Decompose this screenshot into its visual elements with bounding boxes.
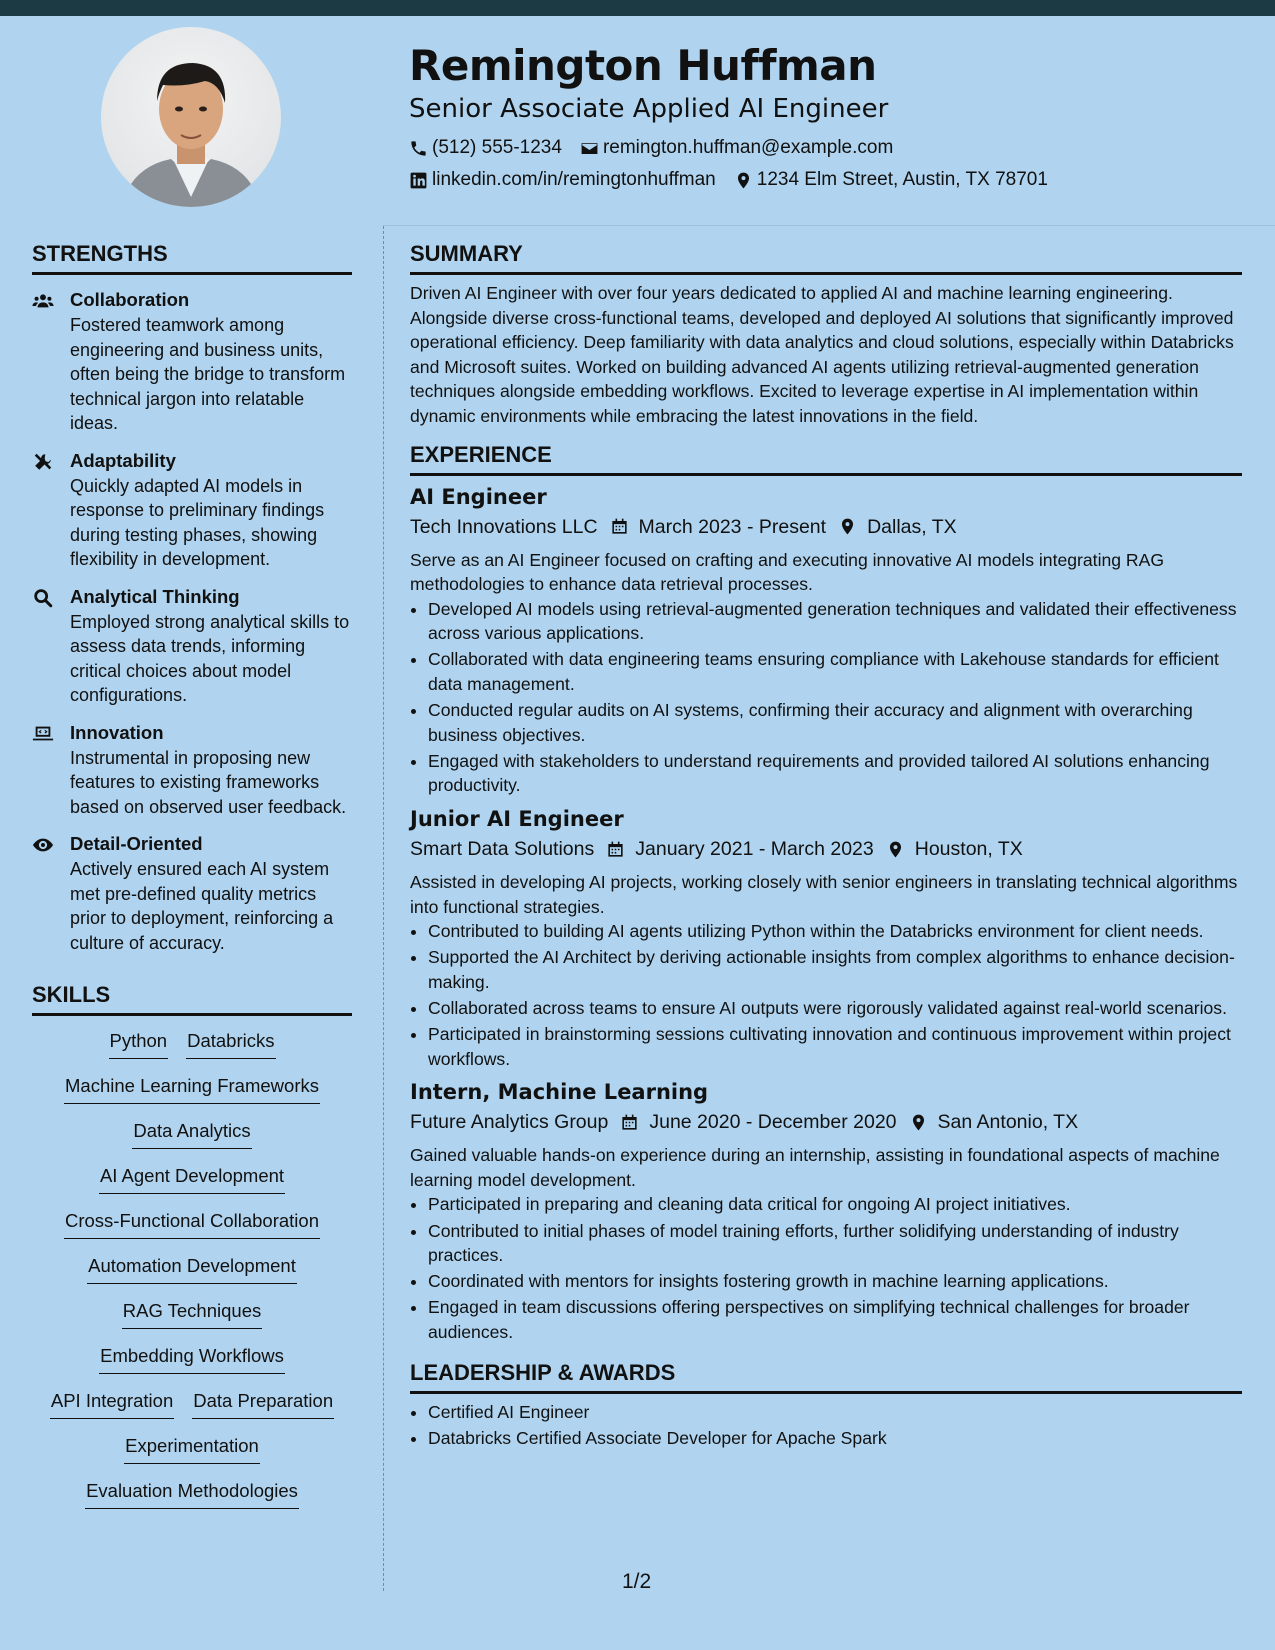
- search-icon: [32, 584, 70, 708]
- strength-item: [32, 287, 352, 436]
- skill-tag: Automation Development: [87, 1253, 297, 1284]
- header-divider: [383, 225, 1275, 226]
- strength-title: Analytical Thinking: [70, 585, 240, 607]
- calendar-icon: [620, 1113, 639, 1132]
- skill-row: [32, 1388, 352, 1433]
- calendar-icon: [610, 517, 629, 536]
- job-meta: [410, 834, 1242, 864]
- location-pin-icon: [734, 171, 753, 190]
- email-contact[interactable]: [580, 132, 893, 164]
- skill-tag: Experimentation: [124, 1433, 260, 1464]
- job-bullet: • Developed AI models using retrieval-augmented generation techniques and validated their effectiveness across various applications.: [428, 597, 1242, 646]
- skill-tag: Cross-Functional Collaboration: [64, 1208, 320, 1239]
- skill-tag: Data Preparation: [192, 1388, 334, 1419]
- skills-list: [32, 1028, 352, 1523]
- calendar-icon: [606, 840, 625, 859]
- tools-icon: [32, 448, 70, 572]
- right-column: [410, 240, 1242, 1452]
- skill-row: [32, 1118, 352, 1163]
- job-title: AI Engineer: [410, 484, 547, 509]
- phone-contact[interactable]: [409, 132, 562, 164]
- page-number: 1/2: [622, 1570, 652, 1593]
- location-pin-icon: [838, 517, 857, 536]
- strength-title: Innovation: [70, 721, 164, 743]
- strength-description: Employed strong analytical skills to assess data trends, informing critical choices about model configurations.: [70, 611, 350, 705]
- linkedin-text: linkedin.com/in/remingtonhuffman: [432, 169, 716, 190]
- experience-heading: EXPERIENCE: [410, 441, 1242, 476]
- job-dates: March 2023 - Present: [638, 515, 827, 538]
- job-bullets: [410, 919, 1242, 1071]
- job-bullet: • Engaged in team discussions offering perspectives on simplifying technical challenges for broader audiences.: [428, 1295, 1242, 1344]
- job-bullets: [410, 597, 1242, 798]
- awards-list: [410, 1400, 1242, 1451]
- address-contact: [734, 164, 1048, 196]
- laptop-code-icon: [32, 720, 70, 820]
- location-pin-icon: [886, 840, 905, 859]
- job-bullet: • Contributed to building AI agents utilizing Python within the Databricks environment for client needs.: [428, 919, 1242, 944]
- award-item: • Certified AI Engineer: [428, 1400, 1242, 1425]
- strengths-heading: STRENGTHS: [32, 240, 352, 275]
- skill-tag: Machine Learning Frameworks: [64, 1073, 320, 1104]
- profile-photo: [101, 27, 281, 207]
- job-entry: [410, 804, 1242, 1071]
- top-bar: [0, 0, 1275, 16]
- job-dates: January 2021 - March 2023: [635, 838, 874, 860]
- skill-tag: AI Agent Development: [99, 1163, 285, 1194]
- resume-header: [409, 40, 1249, 196]
- company-name: Future Analytics Group: [410, 1111, 609, 1134]
- job-bullet: • Collaborated across teams to ensure AI outputs were rigorously validated against real-world scenarios.: [428, 996, 1242, 1021]
- job-entry: [410, 482, 1242, 798]
- column-divider: [383, 226, 384, 1591]
- skill-row: [32, 1163, 352, 1208]
- strengths-list: [32, 287, 352, 955]
- skill-row: [32, 1073, 352, 1118]
- left-column: [32, 240, 352, 1523]
- summary-heading: SUMMARY: [410, 240, 1242, 275]
- jobs-list: [410, 482, 1242, 1345]
- strength-description: Quickly adapted AI models in response to preliminary findings during testing phases, showing flexibility in development.: [70, 475, 325, 569]
- job-bullet: • Participated in preparing and cleaning data critical for ongoing AI project initiatives.: [428, 1192, 1242, 1217]
- strength-title: Adaptability: [70, 449, 176, 471]
- company-name: Tech Innovations LLC: [410, 515, 598, 538]
- linkedin-contact[interactable]: [409, 164, 716, 196]
- strength-title: Detail-Oriented: [70, 833, 203, 854]
- job-location: Houston, TX: [914, 838, 1023, 860]
- skill-row: [32, 1433, 352, 1478]
- job-bullet: • Conducted regular audits on AI systems, confirming their accuracy and alignment with overarching business objectives.: [428, 698, 1242, 747]
- skill-tag: Data Analytics: [132, 1118, 251, 1149]
- job-meta: [410, 1107, 1242, 1137]
- strength-title: Collaboration: [70, 289, 190, 310]
- linkedin-icon: [409, 171, 428, 190]
- job-bullet: • Participated in brainstorming sessions cultivating innovation and continuous improvement within project workflows.: [428, 1022, 1242, 1071]
- job-bullet: • Engaged with stakeholders to understand requirements and provided tailored AI solutions enhancing productivity.: [428, 749, 1242, 798]
- skill-row: [32, 1298, 352, 1343]
- contact-row-2: [409, 164, 1249, 196]
- job-title: Junior AI Engineer: [410, 807, 624, 831]
- phone-text: (512) 555-1234: [432, 137, 562, 158]
- job-bullet: • Supported the AI Architect by deriving actionable insights from complex algorithms to enhance decision-making.: [428, 945, 1242, 994]
- job-title: Intern, Machine Learning: [410, 1080, 709, 1105]
- summary-text: Driven AI Engineer with over four years dedicated to applied AI and machine learning engineering. Alongside diverse cross-functional teams, developed and deployed AI solutions that significantly improved operational efficiency. Deep familiarity with data analytics and cloud solutions, especially within Databricks and Microsoft suites. Worked on building advanced AI agents utilizing retrieval-augmented generation techniques alongside embedding workflows. Excited to leverage expertise in AI implementation within dynamic environments while embracing the latest innovations in the field.: [410, 283, 1234, 426]
- job-entry: [410, 1077, 1242, 1344]
- job-bullets: [410, 1192, 1242, 1344]
- strength-description: Fostered teamwork among engineering and business units, often being the bridge to transform technical jargon into relatable ideas.: [70, 315, 346, 433]
- skill-row: [32, 1028, 352, 1073]
- strength-description: Instrumental in proposing new features to existing frameworks based on observed user feedback.: [70, 747, 347, 817]
- strength-item: [32, 720, 352, 820]
- skill-tag: Embedding Workflows: [99, 1343, 285, 1374]
- job-summary: Serve as an AI Engineer focused on crafting and executing innovative AI models integrating RAG methodologies to enhance data retrieval processes.: [410, 549, 1165, 595]
- skill-tag: RAG Techniques: [122, 1298, 263, 1329]
- skill-tag: Evaluation Methodologies: [85, 1478, 299, 1509]
- eye-icon: [32, 831, 70, 955]
- skill-row: [32, 1343, 352, 1388]
- job-bullet: • Coordinated with mentors for insights fostering growth in machine learning applications.: [428, 1269, 1242, 1294]
- contact-row-1: [409, 132, 1249, 164]
- job-location: San Antonio, TX: [937, 1111, 1079, 1134]
- skill-tag: API Integration: [50, 1388, 174, 1419]
- job-dates: June 2020 - December 2020: [649, 1111, 897, 1134]
- awards-heading: LEADERSHIP & AWARDS: [410, 1359, 1242, 1394]
- skill-row: [32, 1253, 352, 1298]
- location-pin-icon: [909, 1113, 928, 1132]
- job-location: Dallas, TX: [867, 515, 957, 538]
- skill-row: [32, 1478, 352, 1523]
- strength-description: Actively ensured each AI system met pre-defined quality metrics prior to deployment, reinforcing a culture of accuracy.: [70, 859, 334, 953]
- skill-tag: Python: [109, 1028, 169, 1059]
- job-bullet: • Contributed to initial phases of model training efforts, further solidifying understanding of industry practices.: [428, 1219, 1242, 1268]
- address-text: 1234 Elm Street, Austin, TX 78701: [756, 169, 1048, 190]
- phone-icon: [409, 139, 428, 158]
- candidate-role: Senior Associate Applied AI Engineer: [409, 94, 889, 124]
- company-name: Smart Data Solutions: [410, 838, 595, 860]
- skill-tag: Databricks: [186, 1028, 275, 1059]
- skills-heading: SKILLS: [32, 981, 352, 1016]
- job-meta: [410, 512, 1242, 542]
- strength-item: [32, 584, 352, 708]
- users-icon: [32, 287, 70, 436]
- candidate-name: Remington Huffman: [409, 41, 877, 90]
- job-summary: Assisted in developing AI projects, working closely with senior engineers in translating technical algorithms into functional strategies.: [410, 872, 1238, 917]
- envelope-icon: [580, 139, 599, 158]
- strength-item: [32, 831, 352, 955]
- award-item: • Databricks Certified Associate Developer for Apache Spark: [428, 1426, 1242, 1451]
- email-text: remington.huffman@example.com: [602, 137, 894, 158]
- job-bullet: • Collaborated with data engineering teams ensuring compliance with Lakehouse standards for efficient data management.: [428, 647, 1242, 696]
- strength-item: [32, 448, 352, 572]
- job-summary: Gained valuable hands-on experience during an internship, assisting in foundational aspects of machine learning model development.: [410, 1145, 1220, 1190]
- skill-row: [32, 1208, 352, 1253]
